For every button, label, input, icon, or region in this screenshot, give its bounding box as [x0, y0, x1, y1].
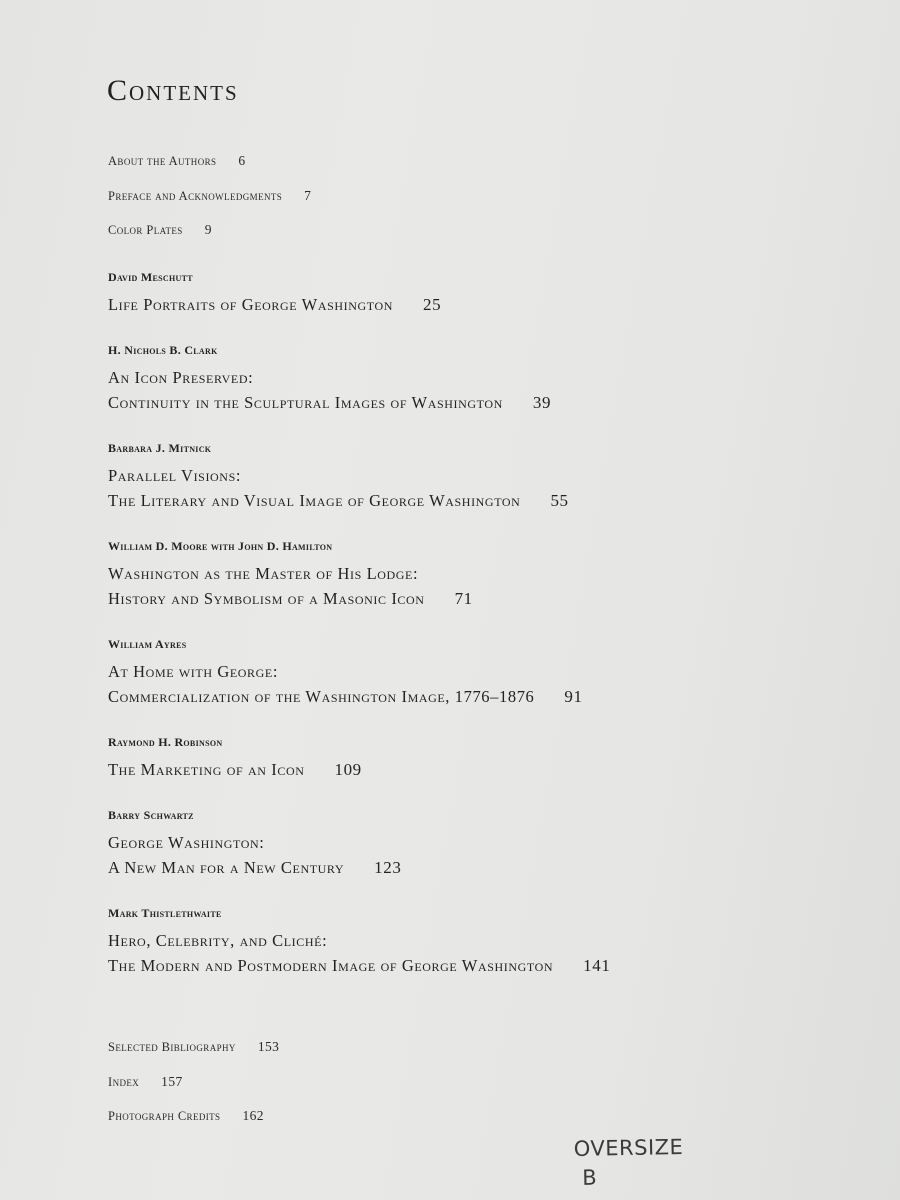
- essay-page: 39: [532, 393, 552, 412]
- essay-page: 55: [550, 491, 569, 510]
- toc-entry-page: 6: [238, 153, 246, 168]
- toc-entry-label: About the Authors: [108, 154, 217, 168]
- essay-title-line: Hero, Celebrity, and Cliché:: [108, 931, 328, 950]
- handwritten-line: OVERSIZE: [573, 1135, 684, 1161]
- essay-entry: [108, 902, 610, 978]
- toc-entry-page: 157: [161, 1073, 183, 1089]
- toc-entry-page: 153: [257, 1039, 280, 1054]
- essay-title-line: The Modern and Postmodern Image of George Washington 141: [108, 956, 611, 975]
- back-matter-list: [108, 1036, 279, 1140]
- toc-entry-label: Color Plates: [108, 223, 183, 237]
- essay-author: William D. Moore with John D. Hamilton: [108, 539, 333, 553]
- essay-entry: [108, 437, 610, 513]
- essay-title-line: The Literary and Visual Image of George Washington 55: [108, 491, 569, 510]
- essay-page: 141: [583, 956, 611, 975]
- essay-author: Mark Thistlethwaite: [108, 906, 222, 920]
- essay-entry: [108, 804, 610, 880]
- essay-entry: [108, 633, 610, 709]
- essay-entry: [108, 266, 610, 317]
- toc-entry-page: 7: [304, 187, 312, 203]
- front-matter-list: [108, 150, 311, 254]
- essay-author: Barry Schwartz: [108, 808, 194, 822]
- essay-entry: [108, 339, 610, 415]
- essay-title-line: Continuity in the Sculptural Images of Washington 39: [108, 393, 552, 412]
- essay-author: Raymond H. Robinson: [108, 735, 223, 749]
- essay-title-line: George Washington:: [108, 833, 265, 852]
- toc-entry-label: Selected Bibliography: [108, 1040, 236, 1054]
- handwritten-line: B: [582, 1165, 598, 1190]
- toc-entry-color-plates: [108, 219, 311, 254]
- essay-author: David Meschutt: [108, 270, 193, 284]
- toc-entry-bibliography: [108, 1036, 279, 1071]
- essay-page: 91: [564, 687, 583, 706]
- essay-title-line: Commercialization of the Washington Image, 1776–1876 91: [108, 687, 583, 706]
- essay-author: H. Nichols B. Clark: [108, 343, 218, 357]
- essay-title-line: The Marketing of an Icon 109: [108, 760, 362, 779]
- essay-page: 109: [334, 760, 362, 779]
- page-title: Contents: [107, 74, 239, 107]
- toc-entry-label: Photograph Credits: [108, 1109, 221, 1123]
- essay-entry: [108, 535, 610, 611]
- essay-title-line: A New Man for a New Century 123: [108, 858, 402, 877]
- toc-entry-label: Preface and Acknowledgments: [108, 188, 283, 203]
- essay-title-line: Washington as the Master of His Lodge:: [108, 564, 419, 583]
- essay-page: 123: [374, 858, 402, 877]
- essay-page: 71: [454, 589, 473, 608]
- toc-entry-about-authors: [108, 150, 311, 185]
- toc-entry-index: [108, 1071, 279, 1106]
- essay-author: Barbara J. Mitnick: [108, 441, 212, 455]
- essay-title-line: An Icon Preserved:: [108, 368, 254, 387]
- essay-list: [108, 266, 610, 1000]
- essay-title-line: Life Portraits of George Washington 25: [108, 295, 442, 314]
- essay-entry: [108, 731, 610, 782]
- essay-author: William Ayres: [108, 637, 187, 651]
- essay-title-line: Parallel Visions:: [108, 466, 242, 485]
- essay-title-line: History and Symbolism of a Masonic Icon 71: [108, 589, 473, 608]
- toc-entry-label: Index: [108, 1074, 140, 1089]
- essay-title-line: At Home with George:: [108, 662, 279, 681]
- toc-entry-photo-credits: [108, 1105, 279, 1140]
- essay-page: 25: [423, 295, 442, 314]
- toc-entry-preface: [108, 185, 311, 220]
- toc-entry-page: 9: [204, 222, 212, 237]
- handwritten-shelf-note: [574, 1133, 685, 1193]
- toc-entry-page: 162: [242, 1108, 264, 1123]
